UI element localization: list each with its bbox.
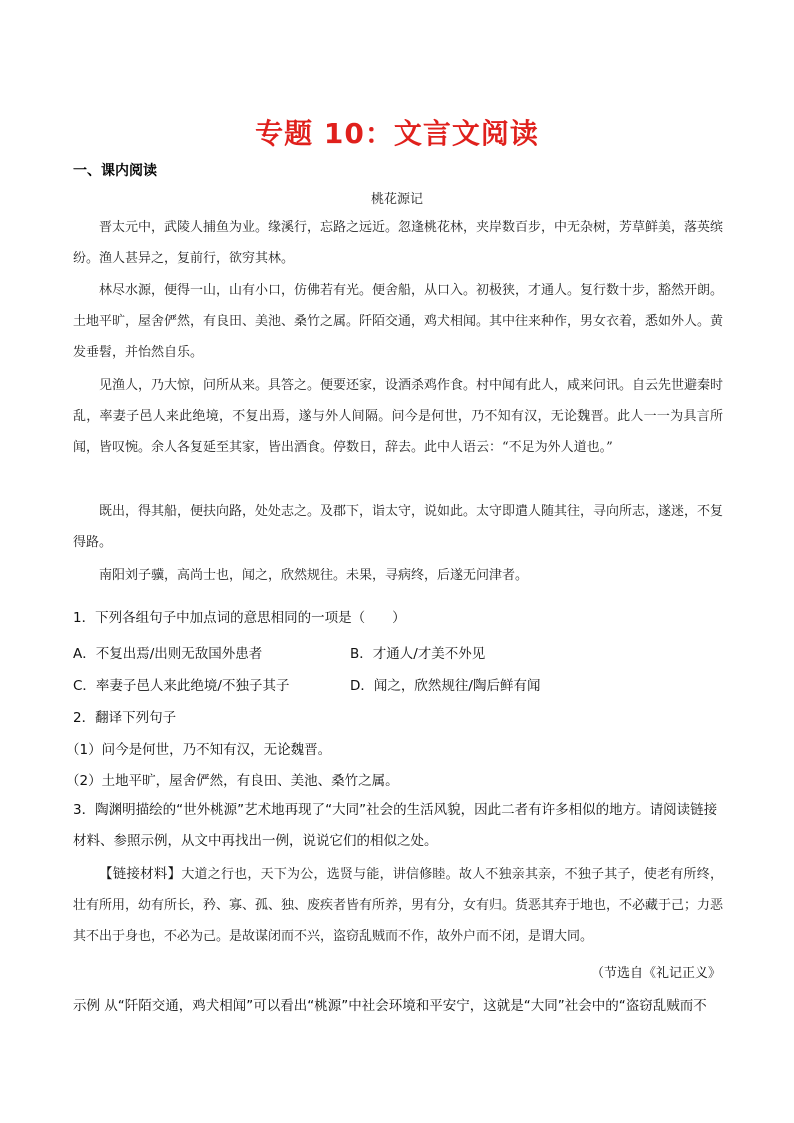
passage-paragraph-5: 南阳刘子骥，高尚士也，闻之，欣然规往。未果，寻病终，后遂无问津者。 [99,568,529,583]
question-2-stem: 2．翻译下列句子 [73,710,177,726]
page-title: 专题 10：文言文阅读 [255,117,539,150]
linked-material-label: 【链接材料】 [99,866,182,882]
question-2-item-1: （1）问今是何世，乃不知有汉，无论魏晋。 [66,742,332,758]
passage-paragraph-3: 见渔人，乃大惊，问所从来。具答之。便要还家，设酒杀鸡作食。村中闻有此人，咸来问讯。自云先世避秦时乱，率妻子邑人来此绝境，不复出焉，遂与外人间隔。问今是何世，乃不知有汉，无论魏晋。此人一一为具言所闻，皆叹惋。余人各复延至其家，皆出酒食。停数日，辞去。此中人语云：“不足为外人道也。” [73,378,724,455]
question-1-option-c: C．率妻子邑人来此绝境/不独子其子 [73,678,290,694]
linked-material-text: 大道之行也，天下为公，选贤与能，讲信修睦。故人不独亲其亲，不独子其子，使老有所终，壮有所用，幼有所长，矜、寡、孤、独、废疾者皆有所养，男有分，女有归。货恶其弃于地也，不必藏于己；力恶其不出于身也，不必为己。是故谋闭而不兴，盗窃乱贼而不作，故外户而不闭，是谓大同。 [73,867,724,944]
passage-paragraph-4: 既出，得其船，便扶向路，处处志之。及郡下，诣太守，说如此。太守即遣人随其往，寻向所志，遂迷，不复得路。 [73,504,724,550]
linked-material [73,859,723,952]
question-3-stem: 3．陶渊明描绘的“世外桃源”艺术地再现了“大同”社会的生活风貌，因此二者有许多相似的地方。请阅读链接材料、参照示例，从文中再找出一例，说说它们的相似之处。 [73,802,718,849]
question-1-option-d: D．闻之，欣然规往/陶后鲜有闻 [350,678,541,694]
question-3-example: 示例 从“阡陌交通，鸡犬相闻”可以看出“桃源”中社会环境和平安宁，这就是“大同”社会中的“盗窃乱贼而不 [73,998,707,1014]
passage-paragraph-2: 林尽水源，便得一山，山有小口，仿佛若有光。便舍船，从口入。初极狭，才通人。复行数十步，豁然开朗。土地平旷，屋舍俨然，有良田、美池、桑竹之属。阡陌交通，鸡犬相闻。其中往来种作，男女衣着，悉如外人。黄发垂髫，并怡然自乐。 [73,283,724,360]
question-1-stem: 1．下列各组句子中加点词的意思相同的一项是（ ） [73,610,406,626]
question-1-option-a: A．不复出焉/出则无敌国外患者 [73,646,263,662]
linked-material-source: （节选自《礼记正义》 [590,966,721,981]
passage-title: 桃花源记 [370,192,423,207]
section-heading: 一、课内阅读 [73,163,157,179]
question-2-item-2: （2）土地平旷，屋舍俨然，有良田、美池、桑竹之属。 [66,773,399,789]
question-1-option-b: B．才通人/才美不外见 [350,646,486,662]
passage-paragraph-1: 晋太元中，武陵人捕鱼为业。缘溪行，忘路之远近。忽逢桃花林，夹岸数百步，中无杂树，芳草鲜美，落英缤纷。渔人甚异之，复前行，欲穷其林。 [73,220,724,266]
